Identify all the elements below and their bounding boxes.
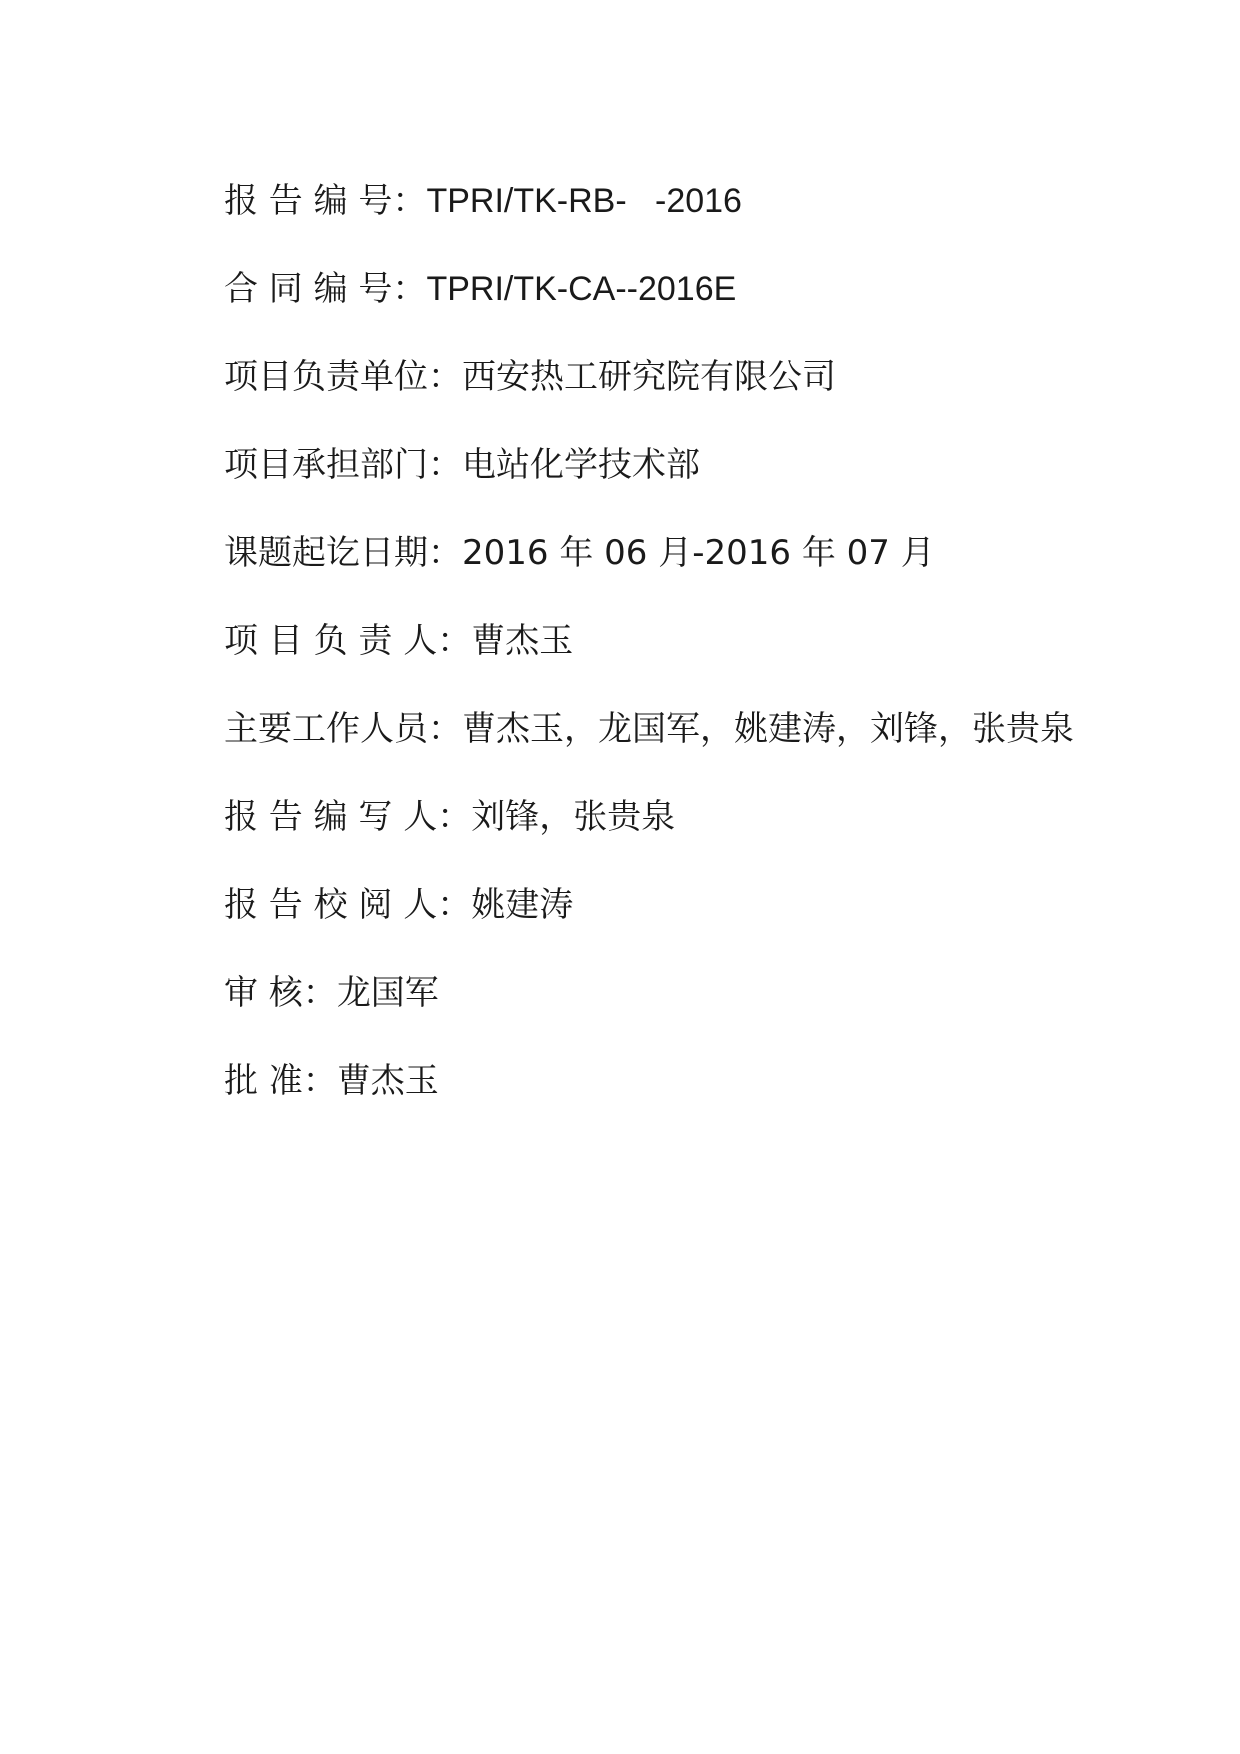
report-reviewer-row — [224, 878, 1184, 966]
project-leader-value: 曹杰玉 — [471, 621, 574, 661]
report-number-label: 报 告 编 号： — [224, 181, 427, 221]
responsible-unit-row — [224, 350, 1184, 438]
report-writer-label: 报 告 编 写 人： — [224, 797, 472, 837]
department-label: 项目承担部门： — [224, 445, 462, 485]
approval-row — [224, 1054, 1184, 1142]
report-writer-row — [224, 790, 1184, 878]
audit-value: 龙国军 — [336, 973, 439, 1013]
project-dates-value: 2016 年 06 月-2016 年 07 月 — [462, 533, 935, 573]
contract-number-value: TPRI/TK-CA--2016E — [426, 270, 737, 308]
main-staff-row — [224, 702, 1184, 790]
audit-row — [224, 966, 1184, 1054]
report-number-row — [224, 174, 1184, 262]
contract-number-row — [224, 262, 1184, 350]
project-leader-row — [224, 614, 1184, 702]
project-dates-row — [224, 526, 1184, 614]
report-number-value: TPRI/TK-RB- -2016 — [426, 182, 742, 220]
approval-label: 批 准： — [224, 1061, 337, 1101]
report-reviewer-label: 报 告 校 阅 人： — [224, 885, 472, 925]
report-info-list — [224, 174, 1184, 1142]
report-reviewer-value: 姚建涛 — [471, 885, 574, 925]
department-value: 电站化学技术部 — [462, 445, 700, 485]
report-writer-value: 刘锋，张贵泉 — [471, 797, 676, 837]
project-leader-label: 项 目 负 责 人： — [224, 621, 472, 661]
department-row — [224, 438, 1184, 526]
responsible-unit-label: 项目负责单位： — [224, 357, 462, 397]
approval-value: 曹杰玉 — [336, 1061, 439, 1101]
responsible-unit-value: 西安热工研究院有限公司 — [462, 357, 836, 397]
project-dates-label: 课题起讫日期： — [224, 533, 462, 573]
main-staff-value: 曹杰玉，龙国军，姚建涛，刘锋，张贵泉 — [462, 709, 1074, 749]
audit-label: 审 核： — [224, 973, 337, 1013]
main-staff-label: 主要工作人员： — [224, 709, 462, 749]
contract-number-label: 合 同 编 号： — [224, 269, 427, 309]
